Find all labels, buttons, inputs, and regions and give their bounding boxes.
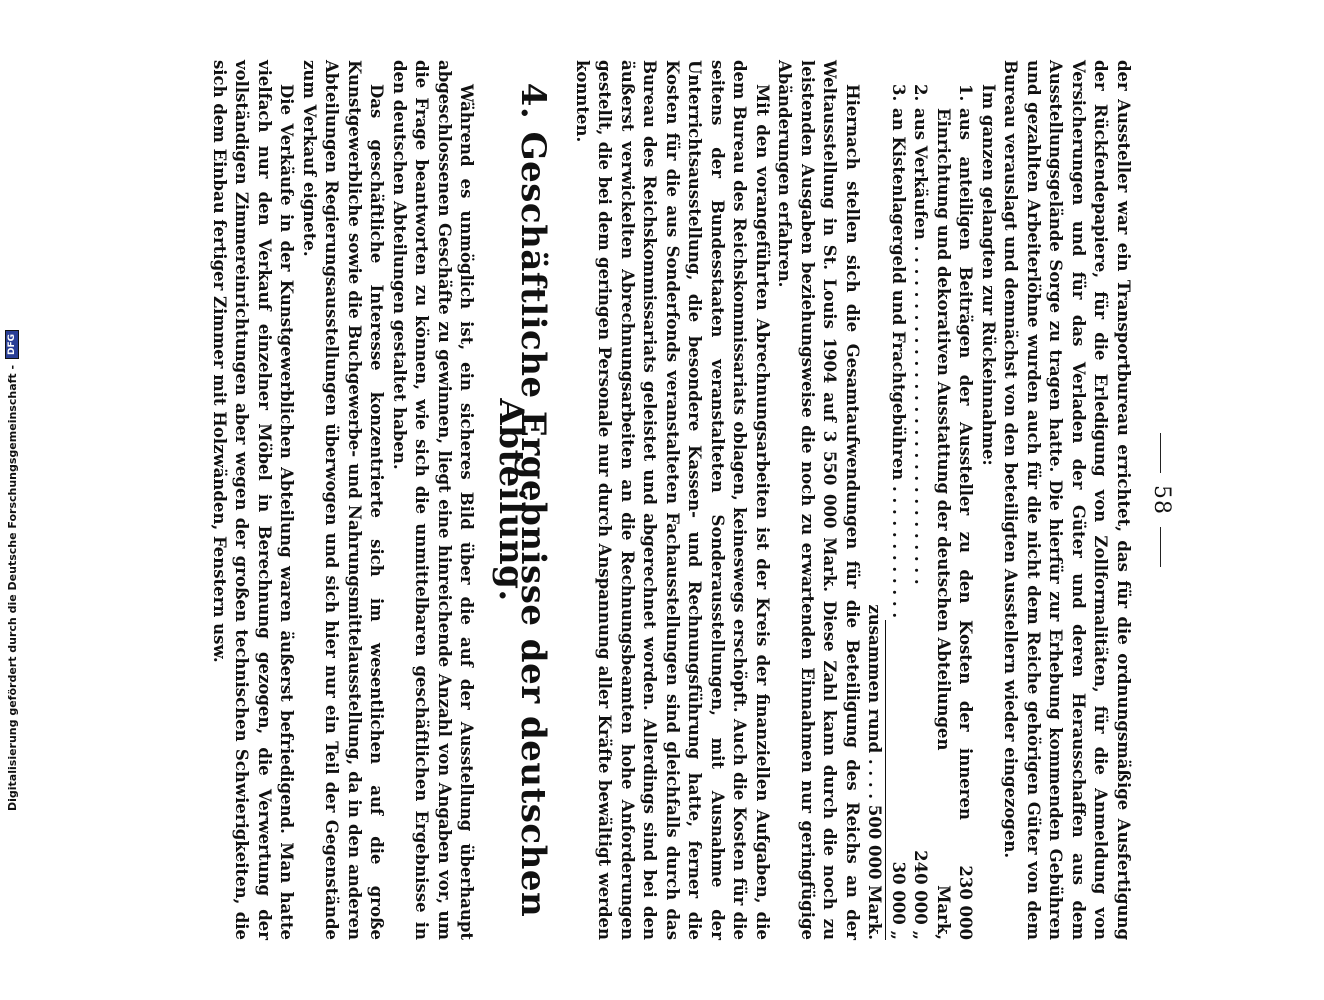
dfg-logo: DFG [5, 330, 19, 359]
paragraph: Das geschäftliche Interesse konzentrierte sich im wesentlichen auf die große Kunstgewerbliche sowie die Buchgewerbe- und Nahrungsmittelausstellung, da in den anderen Abteilungen Regierungsausstellungen überwogen und sich hier nur ein Teil der Gegenstände zum Verkauf eignete. [300, 60, 387, 940]
paragraph: Die Verkäufe in der Kunstgewerblichen Abteilung waren äußerst befriedigend. Man hatte vielfach nur den Verkauf einzelner Möbel in Berechnung gezogen, die Verwertung der vollständigen Zimmereinrichtungen aber wegen der großen technischen Schwierigkeiten, die sich dem Einbau fertiger Zimmer mit Holzwänden, Fenstern usw. [210, 60, 297, 940]
list-item: 2. aus Verkäufen . . . . . . . . . . . . . . . . . . . . . . . . . . . . . . 240 000 „ [911, 84, 931, 940]
paragraph: Hiernach stellen sich die Gesamtaufwendungen für die Beteiligung des Reichs an der Weltausstellung in St. Louis 1904 auf 3 550 000 Mark. Diese Zahl kann durch die noch zu leistenden Ausgaben beziehungsweise die noch zu erwartenden Einnahmen nur geringfügige Abänderungen erfahren. [775, 60, 862, 940]
list-item: 1. aus anteiligen Beiträgen der Aussteller zu den Kosten der inneren Einrichtung und dekorativen Ausstattung der deutschen Abteilungen 230 000 Mark, [934, 84, 976, 940]
paragraph: Im ganzen gelangten zur Rückeinnahme: [979, 84, 998, 466]
section-heading: 4. Geschäftliche Ergebnisse der deutschen Abteilung. [491, 82, 554, 918]
paragraph: der Aussteller war ein Transportbureau errichtet, das für die ordnungsmäßige Ausfertigung der Rückfendepapiere, für die Erledigung von Zollformalitäten, für die Anmeldung von Versicherungen und für das Verladen der Güter und deren Herausschaffen aus dem Ausstellungsgelände Sorge zu tragen hatte. Die hierfür zur Erhebung kommenden Gebühren und gezahlten Arbeiterlöhne wurden auch für die nicht dem Reiche gehörigen Güter von dem Bureau verauslagt und demnächst von den beteiligten Ausstellern wieder eingezogen. [1001, 60, 1133, 940]
paragraph: Mit den vorangeführten Abrechnungsarbeiten ist der Kreis der finanziellen Aufgaben, die dem Bureau des Reichskommissariats oblagen, keineswegs erschöpft. Auch die Kosten für die seitens der Bundesstaaten veranstalteten Sonderausstellungen, mit Ausnahme der Unterrichtsausstellung, die besondere Kassen- und Rechnungsführung hatte, ferner die Kosten für die aus Sonderfonds veranstalteten Fachausstellungen sind gleichfalls durch das Bureau des Reichskommissariats geleistet und abgerechnet worden. Allerdings sind bei den äußerst verwickelten Abrechnungsarbeiten an die Rechnungsbeamten hohe Anforderungen gestellt, die bei dem geringen Personale nur durch Anspannung aller Kräfte bewältigt werden konnten. [573, 60, 772, 940]
sum-total: zusammen rund . . . . 500 000 Mark. [865, 604, 885, 940]
list-item: 3. an Kistenlagergeld und Frachtgebühren . . . . . . . . . . . . 30 000 „ [889, 84, 908, 940]
credit-text: Digitalisierung gefördert durch die Deutsche Forschungsgemeinschaft - [5, 364, 19, 811]
body-text [208, 60, 1135, 940]
page-number: 58 [1149, 30, 1174, 970]
digitization-credit [1, 151, 23, 811]
income-list [887, 84, 977, 940]
document-page [142, 30, 1182, 970]
paragraph: Während es unmöglich ist, ein sicheres Bild über die auf der Ausstellung überhaupt abgeschlossenen Geschäfte zu gewinnen, liegt eine hinreichende Anzahl von Angaben vor, um die Frage beantworten zu können, wie sich die unmittelbaren geschäftlichen Ergebnisse in den deutschen Abteilungen gestaltet haben. [390, 60, 477, 940]
